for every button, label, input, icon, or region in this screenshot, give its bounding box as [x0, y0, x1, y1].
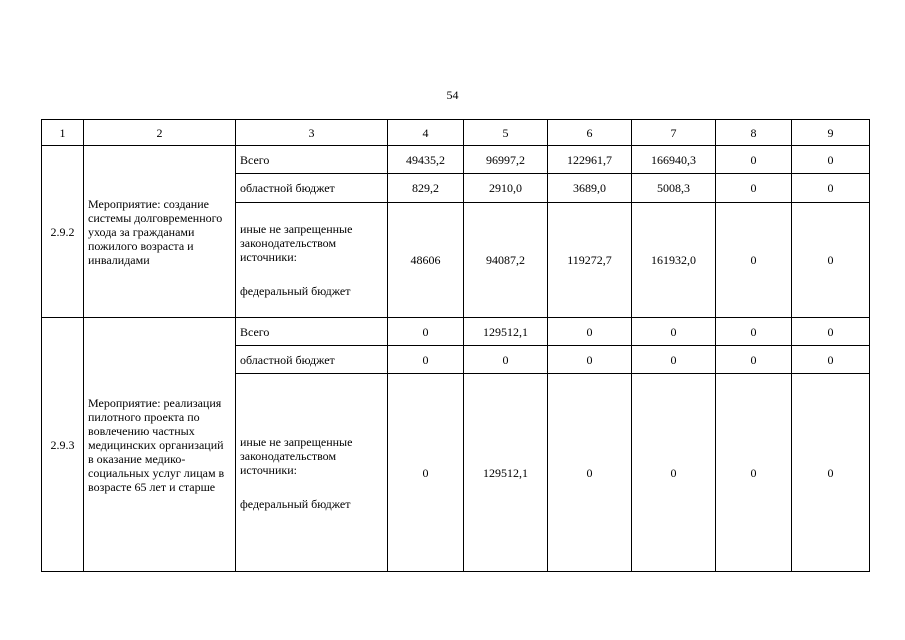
value-cell: 0 — [792, 203, 870, 318]
value-cell: 2910,0 — [464, 174, 548, 203]
table-row — [42, 318, 870, 346]
value-cell: 96997,2 — [464, 146, 548, 174]
value-cell: 829,2 — [388, 174, 464, 203]
header-cell: 5 — [464, 120, 548, 146]
header-cell: 7 — [632, 120, 716, 146]
value-cell: 0 — [632, 318, 716, 346]
header-row — [42, 120, 870, 146]
item-description: Мероприятие: реализация пилотного проекта по вовлечению частных медицинских организаций в оказание медико-социальных услуг лицам в возрасте 65 лет и старше — [84, 318, 236, 572]
table-row — [42, 146, 870, 174]
header-cell: 1 — [42, 120, 84, 146]
source-label: Всего — [236, 146, 388, 174]
budget-table — [41, 119, 870, 572]
source-heading: иные не запрещенные законодательством источники: — [240, 222, 353, 264]
value-cell: 0 — [792, 146, 870, 174]
value-cell: 166940,3 — [632, 146, 716, 174]
value-cell: 49435,2 — [388, 146, 464, 174]
source-heading: иные не запрещенные законодательством источники: — [240, 434, 353, 477]
value-cell: 0 — [548, 318, 632, 346]
value-cell: 0 — [464, 346, 548, 374]
value-cell: 0 — [716, 146, 792, 174]
value-cell: 3689,0 — [548, 174, 632, 203]
value-cell: 0 — [388, 318, 464, 346]
value-cell: 94087,2 — [464, 203, 548, 318]
source-label: областной бюджет — [236, 346, 388, 374]
value-cell: 0 — [716, 374, 792, 572]
value-cell: 129512,1 — [464, 374, 548, 572]
header-cell: 2 — [84, 120, 236, 146]
value-cell: 0 — [548, 374, 632, 572]
item-number: 2.9.2 — [42, 146, 84, 318]
header-cell: 3 — [236, 120, 388, 146]
value-cell: 0 — [792, 318, 870, 346]
value-cell: 0 — [716, 346, 792, 374]
header-cell: 9 — [792, 120, 870, 146]
source-label: федеральный бюджет — [240, 496, 351, 511]
value-cell: 0 — [632, 346, 716, 374]
item-number: 2.9.3 — [42, 318, 84, 572]
value-cell: 0 — [792, 346, 870, 374]
header-cell: 6 — [548, 120, 632, 146]
value-cell: 0 — [716, 318, 792, 346]
page-number: 54 — [446, 88, 459, 102]
value-cell: 0 — [388, 374, 464, 572]
value-cell: 0 — [548, 346, 632, 374]
source-label: областной бюджет — [236, 174, 388, 203]
header-cell: 8 — [716, 120, 792, 146]
header-cell: 4 — [388, 120, 464, 146]
item-description: Мероприятие: создание системы долговременного ухода за гражданами пожилого возраста и инвалидами — [84, 146, 236, 318]
value-cell: 0 — [792, 374, 870, 572]
value-cell: 119272,7 — [548, 203, 632, 318]
source-cell — [236, 374, 388, 572]
value-cell: 48606 — [388, 203, 464, 318]
source-label: Всего — [236, 318, 388, 346]
value-cell: 5008,3 — [632, 174, 716, 203]
source-label: федеральный бюджет — [240, 284, 351, 298]
source-cell — [236, 203, 388, 318]
value-cell: 0 — [792, 174, 870, 203]
value-cell: 0 — [716, 174, 792, 203]
value-cell: 0 — [632, 374, 716, 572]
value-cell: 129512,1 — [464, 318, 548, 346]
value-cell: 122961,7 — [548, 146, 632, 174]
value-cell: 0 — [388, 346, 464, 374]
value-cell: 161932,0 — [632, 203, 716, 318]
value-cell: 0 — [716, 203, 792, 318]
